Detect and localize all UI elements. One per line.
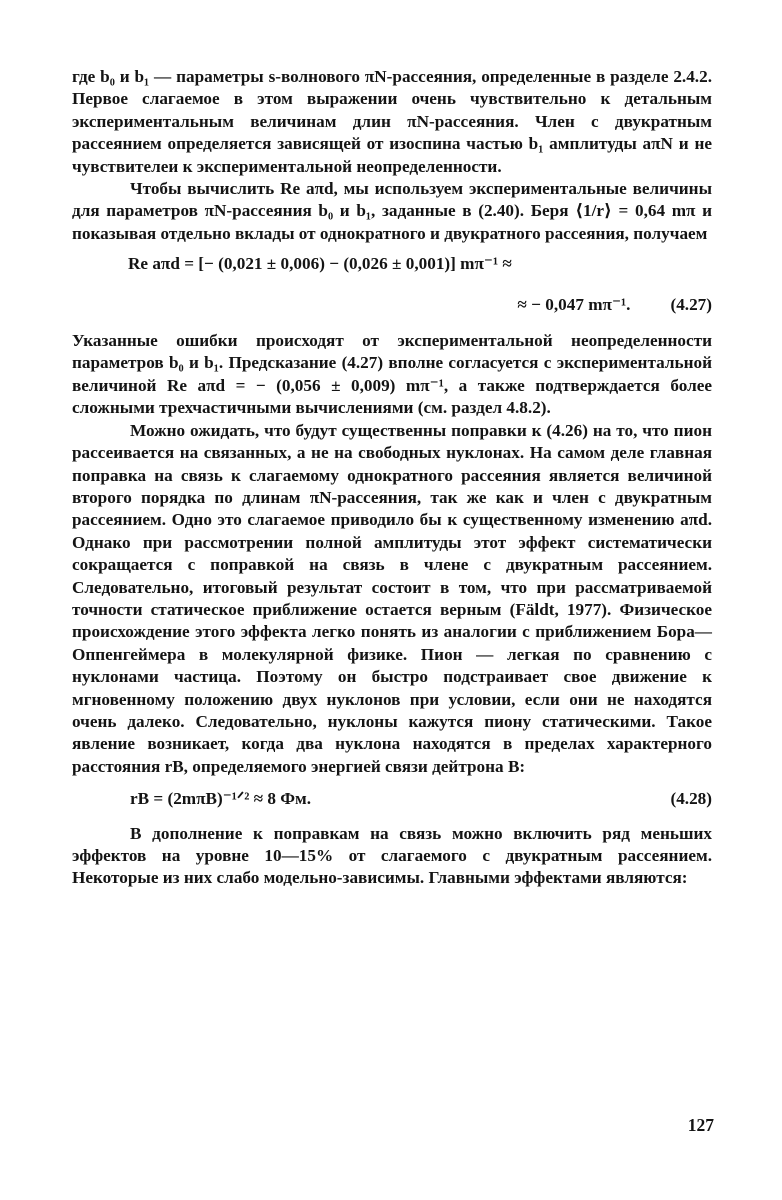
page-body xyxy=(72,66,712,890)
equation-4-27-number: (4.27) xyxy=(670,294,712,314)
equation-4-28-number: (4.28) xyxy=(670,789,712,809)
equation-4-28-value: rB = (2mπB)⁻¹ᐟ² ≈ 8 Фм. xyxy=(130,789,312,809)
paragraph-3: Указанные ошибки происходят от экспериментальной неопределенности параметров b₀ и b₁. Предсказание (4.27) вполне согласуется с экспериментальной величиной Re aπd = − (0,056 ± 0,009) mπ⁻¹, а также подтверждается более сложными трехчастичными вычислениями (см. раздел 4.8.2). xyxy=(72,331,712,418)
equation-4-27-line2 xyxy=(72,294,712,316)
paragraph-4: Можно ожидать, что будут существенны поправки к (4.26) на то, что пион рассеивается на связанных, а не на свободных нуклонах. На самом деле главная поправка на связь к слагаемому однократного рассеяния является величиной второго порядка по длинам πN-рассеяния, так же как и член с двукратным рассеянием. Одно это слагаемое приводило бы к существенному изменению aπd. Однако при рассмотрении полной амплитуды этот эффект систематически сокращается с поправкой на связь в члене с двукратным рассеянием. Следовательно, итоговый результат состоит в том, что при рассматриваемой точности статическое приближение остается верным (Fäldt, 1977). Физическое происхождение этого эффекта легко понять из аналогии с приближением Бора—Оппенгеймера в молекулярной физике. Пион — легкая по сравнению с нуклонами частица. Поэтому он быстро подстраивает свое движение к мгновенному положению двух нуклонов при условии, если они не находятся очень далеко. Следовательно, нуклоны кажутся пиону статическими. Такое явление возникает, когда два нуклона находятся в пределах характерного расстояния rB, определяемого энергией связи дейтрона B: xyxy=(72,420,712,776)
equation-4-28 xyxy=(130,788,712,810)
paragraph-1: где b₀ и b₁ — параметры s-волнового πN-рассеяния, определенные в разделе 2.4.2. Первое слагаемое в этом выражении очень чувствительно к детальным экспериментальным величинам длин πN-рассеяния. Член с двукратным рассеянием определяется зависящей от изоспина частью b₁ амплитуды aπN и не чувствителеи к экспериментальной неопределенности. xyxy=(72,67,712,176)
equation-4-27-value: ≈ − 0,047 mπ⁻¹. xyxy=(517,294,631,314)
paragraph-2: Чтобы вычислить Re aπd, мы используем экспериментальные величины для параметров πN-рассеяния b₀ и b₁, заданные в (2.40). Беря ⟨1/r⟩ = 0,64 mπ и показывая отдельно вклады от однократного и двукратного рассеяния, получаем xyxy=(72,179,712,243)
page-number: 127 xyxy=(687,1115,714,1135)
equation-4-27-line1: Re aπd = [− (0,021 ± 0,006) − (0,026 ± 0,001)] mπ⁻¹ ≈ xyxy=(128,254,512,274)
paragraph-5: В дополнение к поправкам на связь можно включить ряд меньших эффектов на уровне 10—15% от слагаемого с двукратным рассеянием. Некоторые из них слабо модельно-зависимы. Главными эффектами являются: xyxy=(72,823,712,888)
